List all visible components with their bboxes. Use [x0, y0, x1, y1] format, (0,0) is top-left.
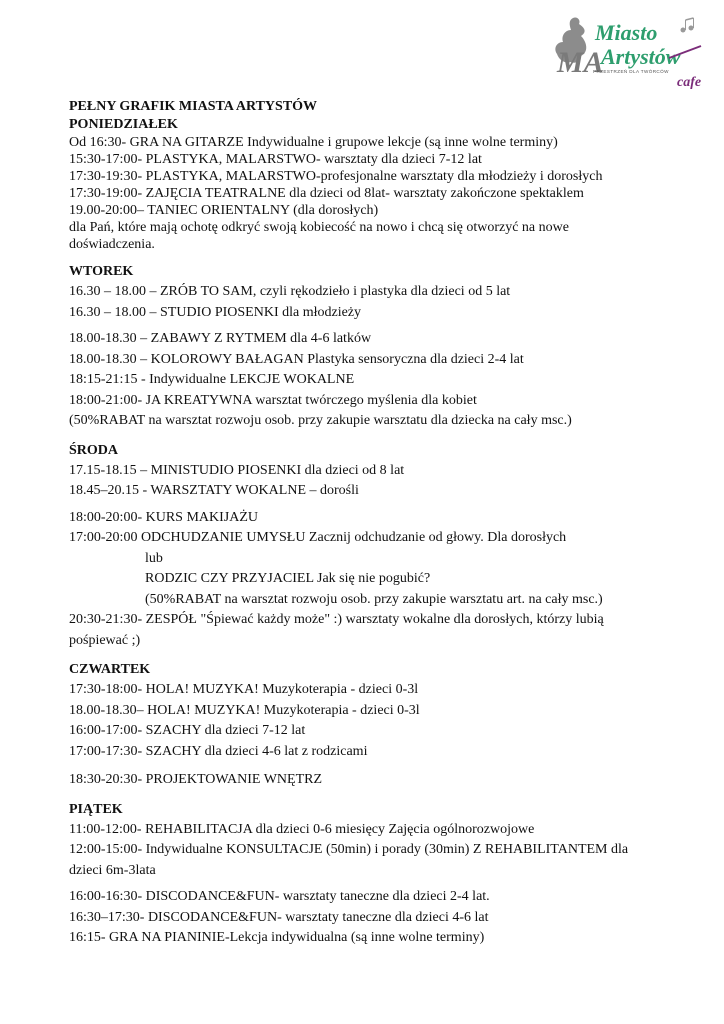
- schedule-line: 17:00-20:00 ODCHUDZANIE UMYSŁU Zacznij odchudzanie od głowy. Dla dorosłych: [69, 530, 567, 545]
- schedule-line: 18.00-18.30– HOLA! MUZYKA! Muzykoterapia - dzieci 0-3l: [69, 702, 420, 718]
- day-heading-tuesday: WTOREK: [69, 264, 134, 279]
- schedule-document: [69, 98, 669, 949]
- schedule-line: 16.30 – 18.00 – ZRÓB TO SAM, czyli rękodzieło i plastyka dla dzieci od 5 lat: [69, 284, 511, 299]
- schedule-line: 12:00-15:00- Indywidualne KONSULTACJE (50min) i porady (30min) Z REHABILITANTEM dla: [69, 842, 629, 857]
- schedule-line: 18:15-21:15 - Indywidualne LEKCJE WOKALNE: [69, 372, 355, 387]
- schedule-line: 17.15-18.15 – MINISTUDIO PIOSENKI dla dzieci od 8 lat: [69, 462, 405, 478]
- schedule-line: 18:00-21:00- JA KREATYWNA warsztat twórczego myślenia dla kobiet: [69, 392, 477, 408]
- schedule-line: 17:30-19:30- PLASTYKA, MALARSTWO-profesjonalne warsztaty dla młodzieży i dorosłych: [69, 169, 603, 184]
- schedule-line: 17:00-17:30- SZACHY dla dzieci 4-6 lat z rodzicami: [69, 743, 368, 759]
- schedule-line: 19.00-20:00– TANIEC ORIENTALNY (dla dorosłych): [69, 203, 379, 218]
- schedule-line: pośpiewać ;): [69, 632, 141, 648]
- schedule-line: 20:30-21:30- ZESPÓŁ "Śpiewać każdy może" :) warsztaty wokalne dla dorosłych, którzy lubią: [69, 612, 604, 627]
- logo-line2: Artystów: [601, 44, 681, 69]
- schedule-line: 11:00-12:00- REHABILITACJA dla dzieci 0-6 miesięcy Zajęcia ogólnorozwojowe: [69, 821, 535, 837]
- schedule-line: Od 16:30- GRA NA GITARZE Indywidualne i grupowe lekcje (są inne wolne terminy): [69, 135, 558, 150]
- schedule-line: lub: [145, 550, 163, 566]
- schedule-line: 18.45–20.15 - WARSZTATY WOKALNE – dorośli: [69, 483, 359, 498]
- logo-tagline: PRZESTRZEŃ DLA TWÓRCÓW: [593, 69, 669, 74]
- schedule-line: 16:00-17:00- SZACHY dla dzieci 7-12 lat: [69, 723, 306, 738]
- schedule-line: 16.30 – 18.00 – STUDIO PIOSENKI dla młodzieży: [69, 304, 362, 320]
- section-friday: [69, 800, 669, 949]
- schedule-line: 16:00-16:30- DISCODANCE&FUN- warsztaty taneczne dla dzieci 2-4 lat.: [69, 889, 490, 904]
- schedule-line: 17:30-18:00- HOLA! MUZYKA! Muzykoterapia - dzieci 0-3l: [69, 682, 419, 697]
- day-heading-thursday: CZWARTEK: [69, 662, 151, 677]
- schedule-line: 18:00-20:00- KURS MAKIJAŻU: [69, 509, 258, 525]
- schedule-line: 16:30–17:30- DISCODANCE&FUN- warsztaty taneczne dla dzieci 4-6 lat: [69, 909, 489, 925]
- music-note-icon: [681, 28, 686, 33]
- schedule-line: dla Pań, które mają ochotę odkryć swoją kobiecość na nowo i chcą się otworzyć na nowe: [69, 220, 569, 235]
- schedule-line: (50%RABAT na warsztat rozwoju osob. przy zakupie warsztatu art. na cały msc.): [145, 591, 603, 607]
- schedule-line: 18.00-18.30 – KOLOROWY BAŁAGAN Plastyka sensoryczna dla dzieci 2-4 lat: [69, 351, 524, 367]
- logo-graphic: [551, 12, 711, 92]
- schedule-line: 18.00-18.30 – ZABAWY Z RYTMEM dla 4-6 latków: [69, 331, 372, 346]
- section-tuesday: [69, 262, 669, 432]
- section-wednesday: [69, 441, 669, 652]
- schedule-line: doświadczenia.: [69, 237, 155, 252]
- schedule-line: (50%RABAT na warsztat rozwoju osob. przy zakupie warsztatu dla dziecka na cały msc.): [69, 413, 572, 428]
- schedule-line: 17:30-19:00- ZAJĘCIA TEATRALNE dla dzieci od 8lat- warsztaty zakończone spektaklem: [69, 186, 584, 201]
- section-thursday: [69, 660, 669, 791]
- schedule-line: 15:30-17:00- PLASTYKA, MALARSTWO- warsztaty dla dzieci 7-12 lat: [69, 152, 482, 167]
- logo-suffix: cafe: [677, 75, 702, 90]
- logo: [551, 12, 711, 92]
- day-heading-monday: PONIEDZIAŁEK: [69, 117, 178, 132]
- day-heading-wednesday: ŚRODA: [69, 442, 119, 458]
- document-title: PEŁNY GRAFIK MIASTA ARTYSTÓW: [69, 99, 318, 114]
- schedule-line: dzieci 6m-3lata: [69, 862, 156, 878]
- section-monday: [69, 116, 669, 253]
- schedule-line: 16:15- GRA NA PIANINIE-Lekcja indywidualna (są inne wolne terminy): [69, 930, 485, 945]
- schedule-line: RODZIC CZY PRZYJACIEL Jak się nie pogubić?: [145, 571, 431, 586]
- logo-line1: Miasto: [595, 20, 658, 45]
- schedule-line: 18:30-20:30- PROJEKTOWANIE WNĘTRZ: [69, 772, 323, 787]
- day-heading-friday: PIĄTEK: [69, 801, 123, 817]
- logo-monogram: MA: [557, 46, 604, 79]
